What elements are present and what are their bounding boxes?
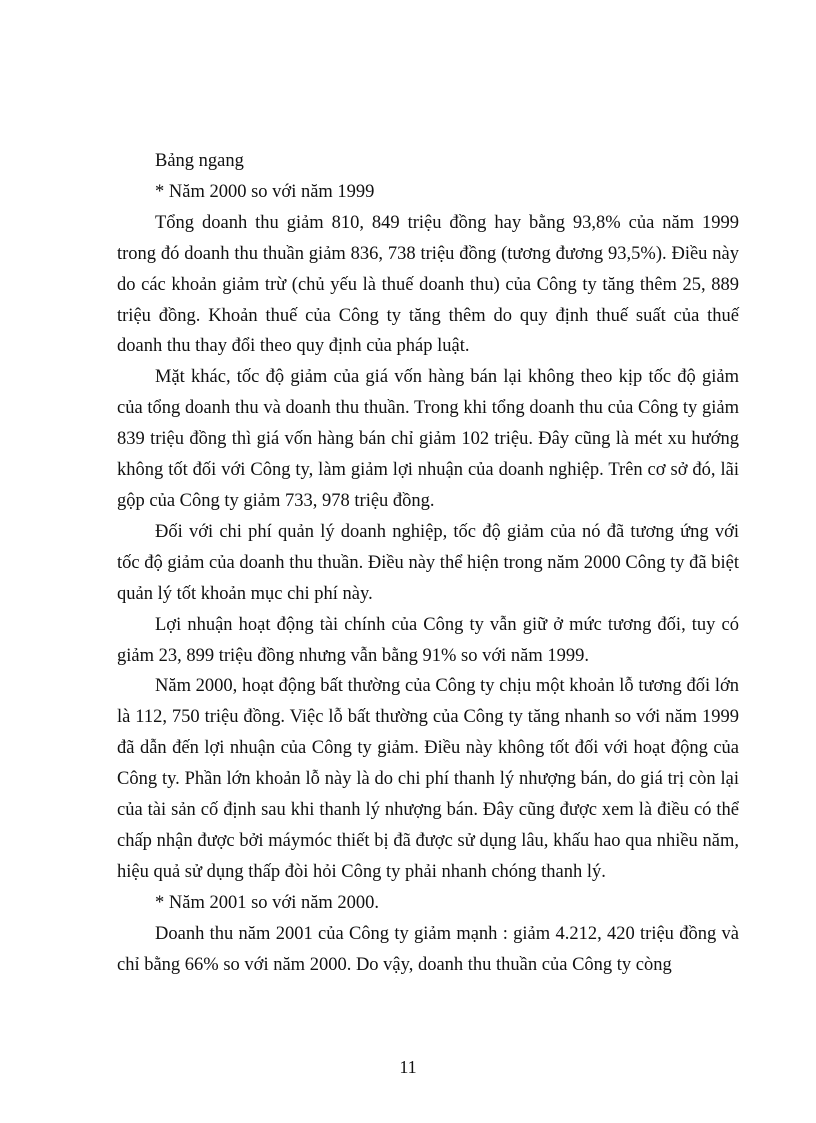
subsection-heading: * Năm 2000 so với năm 1999 [155,181,375,202]
paragraph: Doanh thu năm 2001 của Công ty giảm mạnh : giảm 4.212, 420 triệu đồng và chỉ bằng 66% so với năm 2000. Do vậy, doanh thu thuần của Công ty còng [117,923,739,975]
page-number: 11 [399,1057,417,1077]
paragraph: Lợi nhuận hoạt động tài chính của Công ty vẫn giữ ở mức tương đối, tuy có giảm 23, 899 triệu đồng nhưng vẫn bằng 91% so với năm 1999. [117,614,739,666]
body-text [117,146,739,980]
paragraph: Tổng doanh thu giảm 810, 849 triệu đồng hay bằng 93,8% của năm 1999 trong đó doanh thu thuần giảm 836, 738 triệu đồng (tương đương 93,5%). Điều này do các khoản giảm trừ (chủ yếu là thuế doanh thu) của Công ty tăng thêm 25, 889 triệu đồng. Khoản thuế của Công ty tăng thêm do quy định thuế suất của thuế doanh thu thay đổi theo quy định của pháp luật. [117,212,739,357]
paragraph: Mặt khác, tốc độ giảm của giá vốn hàng bán lại không theo kịp tốc độ giảm của tổng doanh thu và doanh thu thuần. Trong khi tổng doanh thu của Công ty giảm 839 triệu đồng thì giá vốn hàng bán chỉ giảm 102 triệu. Đây cũng là mét xu hướng không tốt đối với Công ty, làm giảm lợi nhuận của doanh nghiệp. Trên cơ sở đó, lãi gộp của Công ty giảm 733, 978 triệu đồng. [117,367,739,511]
paragraph: Đối với chi phí quản lý doanh nghiệp, tốc độ giảm của nó đã tương ứng với tốc độ giảm của doanh thu thuần. Điều này thể hiện trong năm 2000 Công ty đã biệt quản lý tốt khoản mục chi phí này. [117,521,739,604]
paragraph: Năm 2000, hoạt động bất thường của Công ty chịu một khoản lỗ tương đối lớn là 112, 750 triệu đồng. Việc lỗ bất thường của Công ty tăng nhanh so với năm 1999 đã dẫn đến lợi nhuận của Công ty giảm. Điều này không tốt đối với hoạt động của Công ty. Phần lớn khoản lỗ này là do chi phí thanh lý nhượng bán, do giá trị còn lại của tài sản cố định sau khi thanh lý nhượng bán. Đây cũng được xem là điều có thể chấp nhận được bởi máymóc thiết bị đã được sử dụng lâu, khấu hao qua nhiều năm, hiệu quả sử dụng thấp đòi hỏi Công ty phải nhanh chóng thanh lý. [117,676,739,882]
section-heading: Bảng ngang [155,151,244,171]
subsection-heading: * Năm 2001 so với năm 2000. [155,892,380,913]
